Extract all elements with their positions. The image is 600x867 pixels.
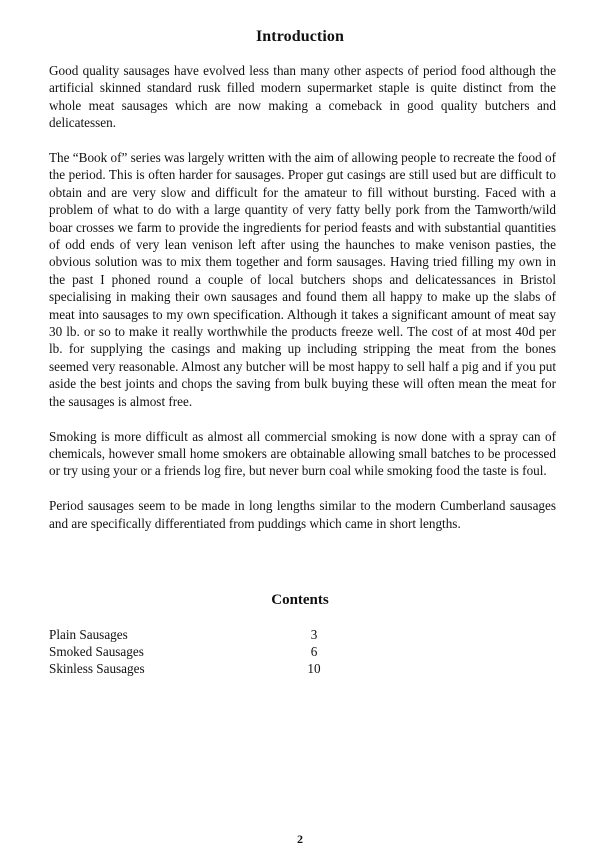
contents-heading: Contents bbox=[271, 592, 329, 608]
page-number: 2 bbox=[297, 832, 303, 846]
page-title: Introduction bbox=[255, 28, 345, 45]
toc-entry bbox=[49, 643, 349, 660]
paragraph: The “Book of” series was largely written with the aim of allowing people to recreate the food of the period. This is often harder for sausages. Proper gut casings are still used but are difficult to obtain and are very slow and difficult for the amateur to fill without bursting. Faced with a problem of what to do with a large quantity of very fatty belly pork from the Tamworth/wild boar crosses we farm to provide the ingredients for period feasts and with substantial quantities of odd ends of very lean venison left after using the haunches to make venison pasties, the obvious solution was to mix them together and form sausages. Having tried filling my own in the past I phoned round a couple of local butchers shops and delicatessances in Bristol specialising in making their own sausages and found them all happy to make up the slabs of meat into sausages to my own specification. Although it takes a significant amount of meat say 30 lb. or so to make it really worthwhile the products freeze well. The cost of at most 40d per lb. for supplying the casings and making up including stripping the meat from the bones seemed very reasonable. Almost any butcher will be most happy to sell half a pig and if you put aside the best joints and chops the saving from bulk buying these will often mean the meat for the sausages is almost free. bbox=[49, 150, 556, 409]
paragraph: Smoking is more difficult as almost all commercial smoking is now done with a spray can of chemicals, however small home smokers are obtainable allowing small batches to be processed or try using your or a friends log fire, but never burn coal while smoking food the taste is foul. bbox=[49, 428, 556, 479]
toc-entry-page: 3 bbox=[310, 627, 318, 642]
introduction-body bbox=[49, 62, 556, 549]
toc-entry bbox=[49, 660, 349, 677]
toc-entry-label: Plain Sausages bbox=[49, 627, 128, 642]
toc-entry bbox=[49, 626, 349, 643]
paragraph: Good quality sausages have evolved less than many other aspects of period food although the artificial skinned standard rusk filled modern supermarket staple is quite distinct from the whole meat sausages which are now making a comeback in good quality butchers and delicatessen. bbox=[49, 63, 556, 131]
table-of-contents bbox=[49, 626, 349, 677]
paragraph: Period sausages seem to be made in long lengths similar to the modern Cumberland sausages and are specifically differentiated from puddings which came in short lengths. bbox=[49, 498, 556, 531]
toc-entry-page: 10 bbox=[307, 661, 321, 676]
toc-entry-page: 6 bbox=[310, 644, 318, 659]
toc-entry-label: Skinless Sausages bbox=[49, 661, 145, 676]
toc-entry-label: Smoked Sausages bbox=[49, 644, 144, 659]
